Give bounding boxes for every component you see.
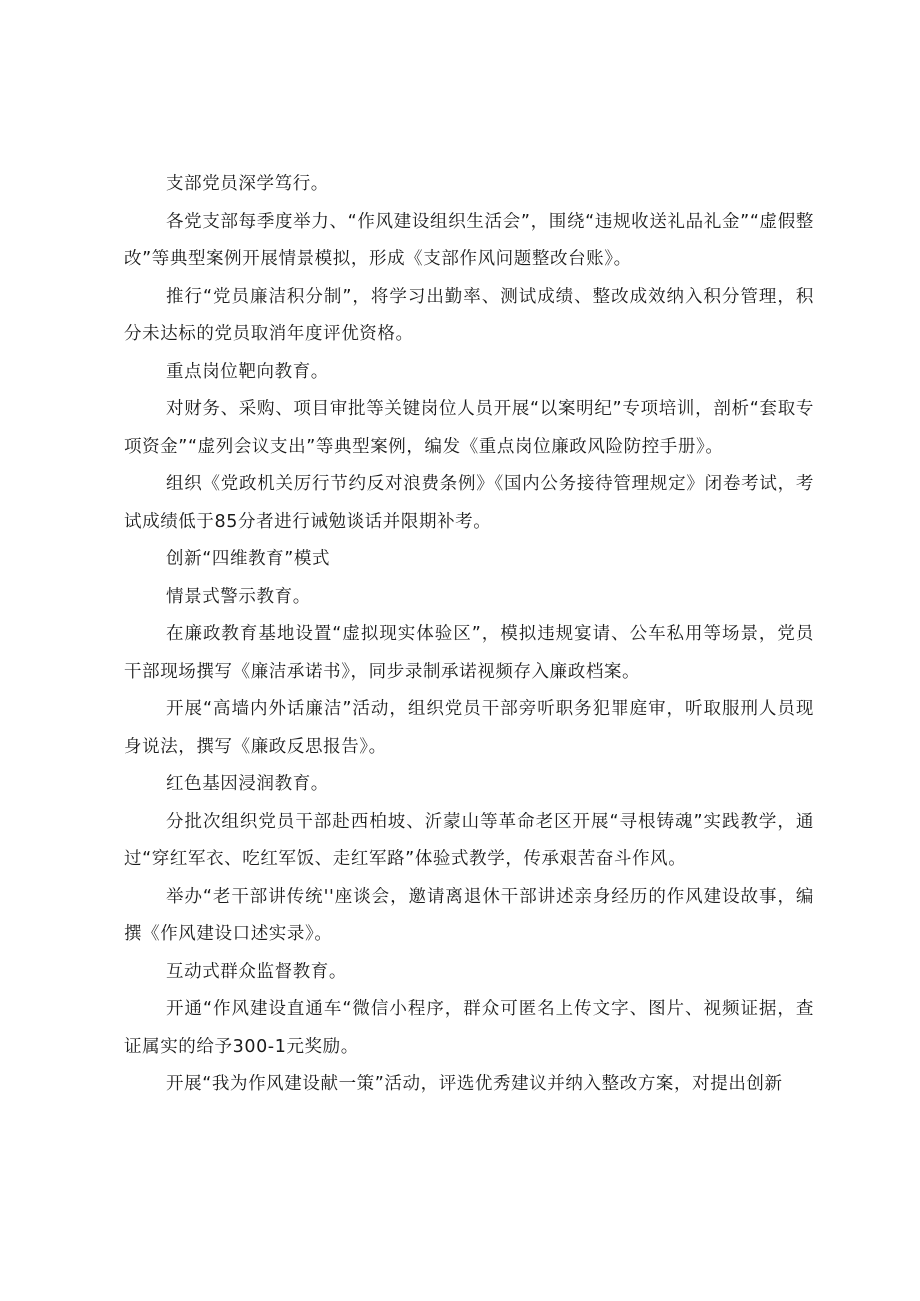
paragraph: 互动式群众监督教育。 xyxy=(166,961,347,982)
paragraph: 开展“高墙内外话廉洁”活动，组织党员干部旁听职务犯罪庭审，听取服刑人员现身说法，撰写《廉政反思报告》。 xyxy=(124,699,814,757)
paragraph: 重点岗位靶向教育。 xyxy=(166,361,329,382)
paragraph: 推行“党员廉洁积分制”，将学习出勤率、测试成绩、整改成效纳入积分管理，积分未达标的党员取消年度评优资格。 xyxy=(124,286,814,344)
paragraph: 对财务、采购、项目审批等关键岗位人员开展“以案明纪”专项培训，剖析“套取专项资金”“虚列会议支出”等典型案例，编发《重点岗位廉政风险防控手册》。 xyxy=(124,399,814,457)
paragraph: 组织《党政机关厉行节约反对浪费条例》《国内公务接待管理规定》闭卷考试，考试成绩低于85分者进行诫勉谈话并限期补考。 xyxy=(124,474,814,532)
paragraph: 开展“我为作风建设献一策”活动，评选优秀建议并纳入整改方案，对提出创新 xyxy=(166,1074,783,1094)
paragraph: 开通“作风建设直通车“微信小程序，群众可匿名上传文字、图片、视频证据，查证属实的给予300-1元奖励。 xyxy=(124,999,814,1057)
paragraph: 情景式警示教育。 xyxy=(166,586,311,607)
paragraph: 举办“老干部讲传统''座谈会，邀请离退休干部讲述亲身经历的作风建设故事，编撰《作风建设口述实录》。 xyxy=(124,886,814,944)
paragraph: 在廉政教育基地设置“虚拟现实体验区”，模拟违规宴请、公车私用等场景，党员干部现场撰写《廉洁承诺书》，同步录制承诺视频存入廉政档案。 xyxy=(124,624,814,682)
document-body xyxy=(124,166,814,1104)
paragraph: 红色基因浸润教育。 xyxy=(166,774,329,794)
paragraph: 分批次组织党员干部赴西柏坡、沂蒙山等革命老区开展“寻根铸魂”实践教学，通过“穿红军衣、吃红军饭、走红军路”体验式教学，传承艰苦奋斗作风。 xyxy=(124,811,814,869)
paragraph: 各党支部每季度举力、“作风建设组织生活会”，围绕“违规收送礼品礼金”“虚假整改”等典型案例开展情景模拟，形成《支部作风问题整改台账》。 xyxy=(124,211,814,269)
section-heading: 创新“四维教育”模式 xyxy=(166,549,331,569)
paragraph: 支部党员深学笃行。 xyxy=(166,174,329,194)
